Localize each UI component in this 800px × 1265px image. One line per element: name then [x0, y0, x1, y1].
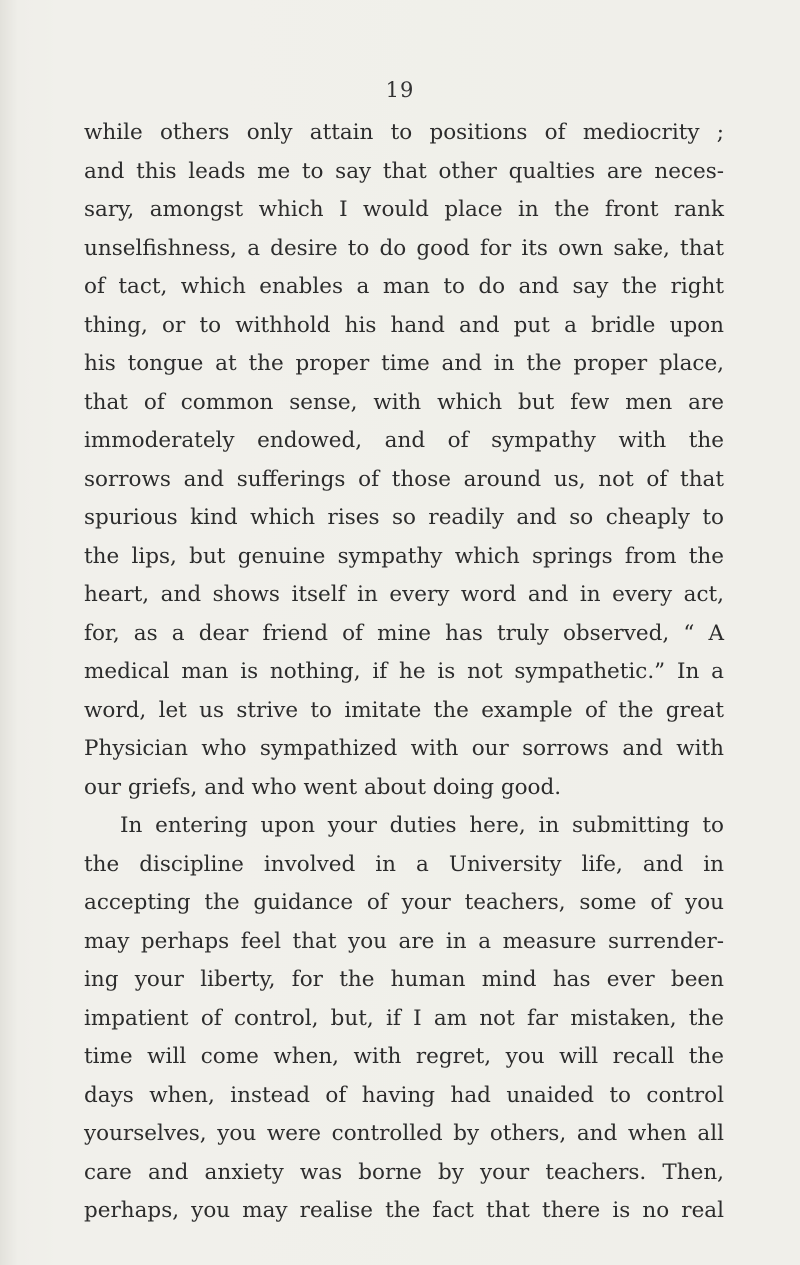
text-line: Physician who sympathized with our sorrows and with — [84, 736, 724, 761]
text-line: care and anxiety was borne by your teachers. Then, — [84, 1159, 724, 1185]
text-line: thing, or to withhold his hand and put a bridle upon — [84, 312, 724, 338]
text-line: time will come when, with regret, you will recall the — [84, 1044, 724, 1069]
text-line: while others only attain to positions of mediocrity ; — [84, 120, 724, 145]
text-line: days when, instead of having had unaided to control — [84, 1082, 724, 1108]
text-line: sorrows and sufferings of those around us, not of that — [84, 466, 724, 492]
text-line: spurious kind which rises so readily and so cheaply to — [84, 505, 724, 530]
text-line: for, as a dear friend of mine has truly observed, “ A — [84, 620, 724, 646]
text-line: perhaps, you may realise the fact that there is no real — [84, 1198, 724, 1223]
text-line: the lips, but genuine sympathy which springs from the — [84, 543, 724, 569]
text-line: and this leads me to say that other qualties are neces- — [84, 158, 724, 184]
text-line: his tongue at the proper time and in the proper place, — [84, 351, 724, 376]
text-line: may perhaps feel that you are in a measure surrender- — [84, 928, 724, 954]
text-line: sary, amongst which I would place in the front rank — [84, 197, 724, 222]
text-line: ing your liberty, for the human mind has ever been — [84, 967, 724, 992]
text-line: that of common sense, with which but few men are — [84, 389, 724, 415]
text-line: the discipline involved in a University life, and in — [84, 851, 724, 877]
text-line: of tact, which enables a man to do and say the right — [84, 274, 724, 299]
text-line: medical man is nothing, if he is not sympathetic.” In a — [84, 659, 724, 684]
text-line: unselfishness, a desire to do good for its own sake, that — [84, 235, 724, 261]
text-line: heart, and shows itself in every word and in every act, — [84, 582, 724, 607]
page-number: 19 — [385, 78, 415, 102]
text-line: accepting the guidance of your teachers, some of you — [84, 890, 724, 915]
text-line: impatient of control, but, if I am not far mistaken, the — [84, 1005, 724, 1031]
text-line-paragraph-end: our griefs, and who went about doing good. — [84, 774, 562, 800]
text-line: immoderately endowed, and of sympathy with the — [84, 428, 724, 453]
body-text — [84, 114, 724, 1231]
text-line: yourselves, you were controlled by others, and when all — [84, 1121, 724, 1146]
text-line: word, let us strive to imitate the example of the great — [84, 697, 724, 723]
text-line-paragraph-start: In entering upon your duties here, in submitting to — [120, 813, 724, 838]
